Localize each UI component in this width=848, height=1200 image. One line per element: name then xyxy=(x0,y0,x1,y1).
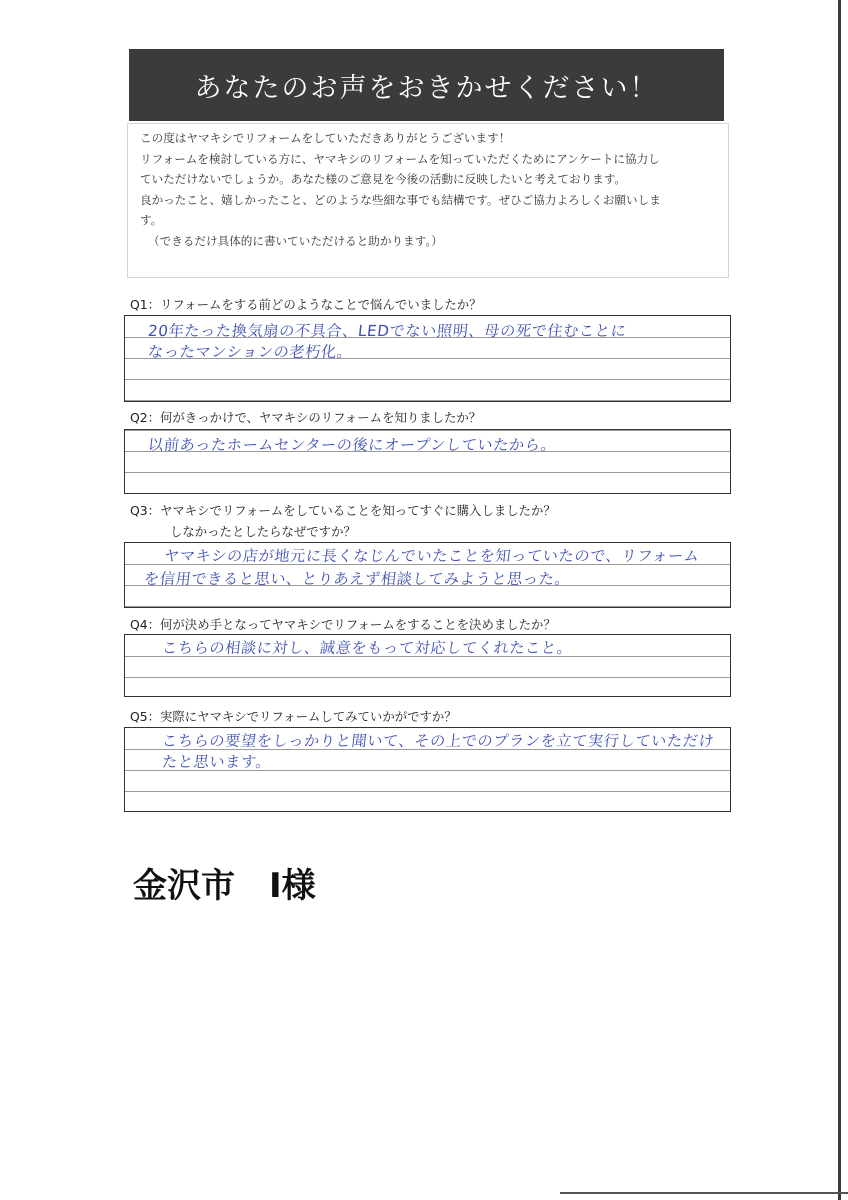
question-5-label: Q5：実際にヤマキシでリフォームしてみていかがですか？ xyxy=(130,709,457,724)
answer-4-box xyxy=(124,634,731,697)
intro-line: ていただけないでしょうか。あなた様のご意見を今後の活動に反映したいと考えております。 xyxy=(140,172,627,186)
question-3-label: Q3：ヤマキシでリフォームをしていることを知ってすぐに購入しましたか？ xyxy=(130,503,556,518)
answer-5-box xyxy=(124,727,731,812)
intro-line: す。 xyxy=(140,213,163,227)
question-3-label-cont: しなかったとしたらなぜですか？ xyxy=(170,524,356,539)
answer-1-line-1: 20年たった換気扇の不具合、LEDでない照明、母の死で住むことに xyxy=(147,322,628,340)
answer-5-line-2: たと思います。 xyxy=(161,753,273,771)
question-2-label: Q2：何がきっかけで、ヤマキシのリフォームを知りましたか？ xyxy=(130,410,482,425)
intro-line: 良かったこと、嬉しかったこと、どのような些細な事でも結構です。ぜひご協力よろしくお願いしま xyxy=(140,192,661,207)
intro-line: リフォームを検討している方に、ヤマキシのリフォームを知っていただくためにアンケートに協力し xyxy=(140,151,660,166)
answer-3-line-1: ヤマキシの店が地元に長くなじんでいたことを知っていたので、リフォーム xyxy=(163,547,701,565)
scan-edge xyxy=(838,0,841,1200)
answer-1-line-2: なったマンションの老朽化。 xyxy=(147,343,354,361)
question-1-label: Q1：リフォームをする前どのようなことで悩んでいましたか？ xyxy=(130,297,482,312)
answer-1-box xyxy=(124,315,731,402)
survey-title: あなたのお声をおきかせください！ xyxy=(129,49,724,121)
question-4-label: Q4：何が決め手となってヤマキシでリフォームをすることを決めましたか？ xyxy=(130,617,556,632)
answer-2-line-1: 以前あったホームセンターの後にオープンしていたから。 xyxy=(147,436,558,454)
answer-5-line-1: こちらの要望をしっかりと聞いて、その上でのプランを立て実行していただけ xyxy=(161,732,716,750)
scan-edge-bottom xyxy=(560,1192,848,1194)
intro-line: この度はヤマキシでリフォームをしていただきありがとうございます！ xyxy=(140,131,511,145)
intro-line: （できるだけ具体的に書いていただけると助かります。） xyxy=(148,233,443,248)
intro-message xyxy=(127,123,729,278)
answer-3-box xyxy=(124,542,731,608)
respondent-name: 金沢市 I様 xyxy=(133,866,316,906)
answer-4-line-1: こちらの相談に対し、誠意をもって対応してくれたこと。 xyxy=(161,639,574,657)
answer-2-box xyxy=(124,429,731,494)
answer-3-line-2: を信用できると思い、とりあえず相談してみようと思った。 xyxy=(143,570,572,588)
